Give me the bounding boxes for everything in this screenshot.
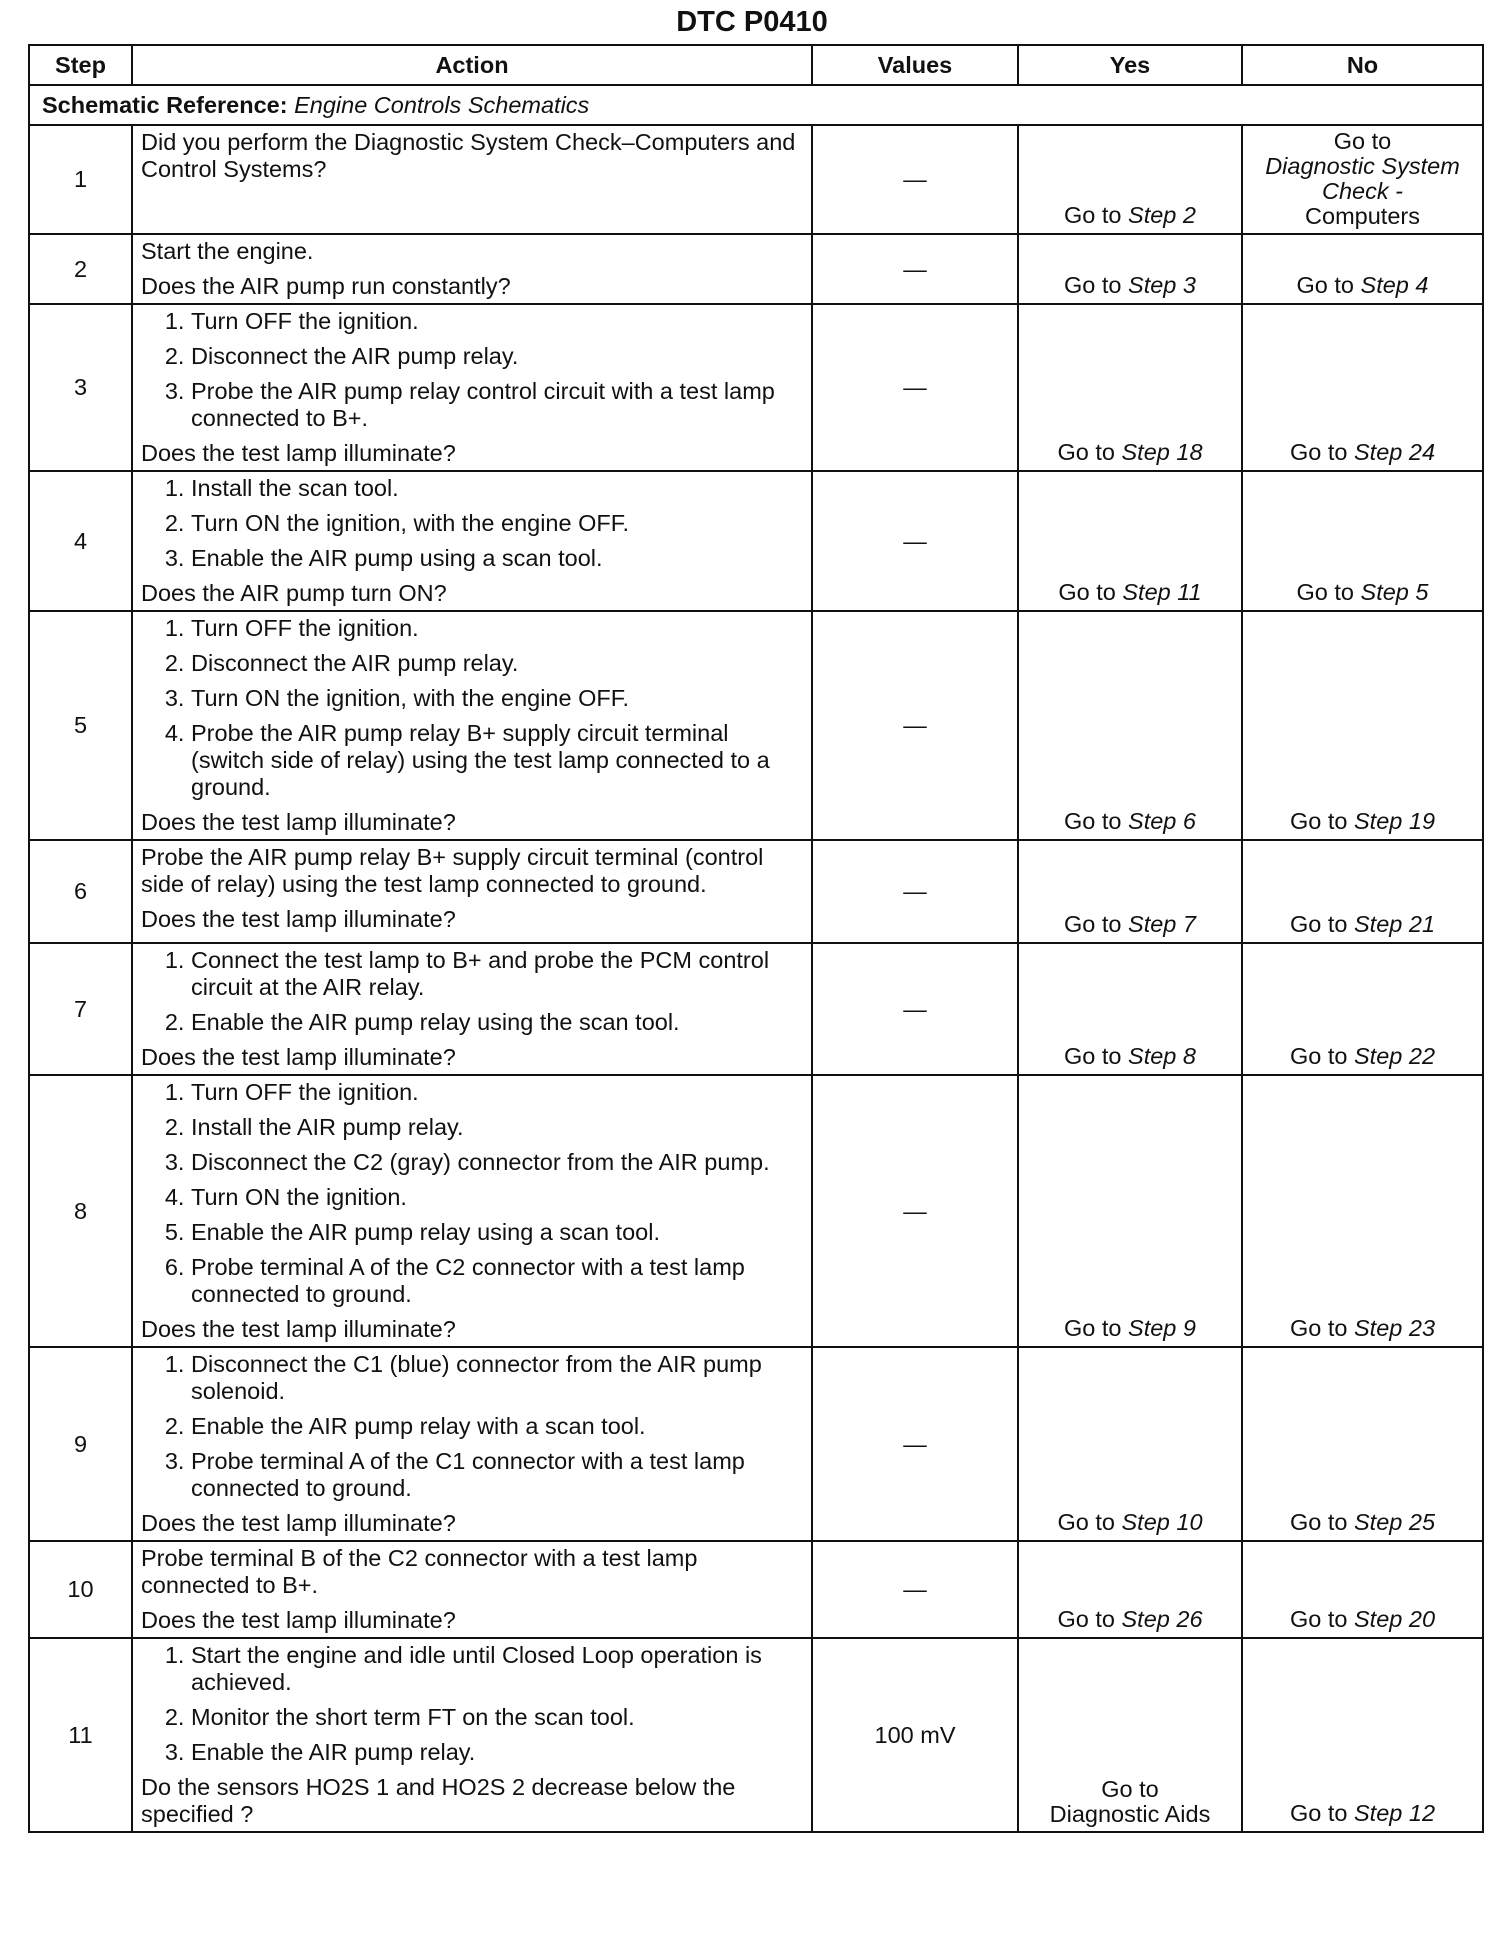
outcome-prefix: Go to [1057,439,1122,465]
table-row [29,1075,1483,1347]
outcome-prefix: Go to [1057,1509,1122,1535]
header-no: No [1242,45,1483,85]
action-step: 1. Turn OFF the ignition. [191,1079,803,1106]
outcome-prefix: Go to [1057,1606,1122,1632]
action-step: 1. Start the engine and idle until Closed Loop operation is achieved. [191,1642,803,1696]
outcome-link[interactable]: Step 9 [1128,1315,1196,1341]
outcome-prefix: Go to [1296,579,1361,605]
action-steps [141,1351,803,1502]
no-outcome[interactable] [1242,125,1483,234]
action-steps [141,1079,803,1308]
schematic-reference [29,85,1483,125]
outcome-link[interactable]: Step 22 [1354,1043,1436,1069]
outcome-suffix: Computers [1305,203,1420,229]
outcome-link[interactable]: Step 4 [1360,272,1429,298]
step-number: 4 [29,471,132,611]
header-row [29,45,1483,85]
header-action: Action [132,45,812,85]
outcome-prefix: Go to [1058,579,1123,605]
action-cell [132,840,812,943]
action-step: 2. Install the AIR pump relay. [191,1114,803,1141]
outcome-prefix: Go to [1064,202,1129,228]
value-cell: — [812,125,1018,234]
yes-outcome[interactable] [1018,1347,1242,1541]
action-step: 3. Probe terminal A of the C1 connector with a test lamp connected to ground. [191,1448,803,1502]
action-step: 1. Turn OFF the ignition. [191,308,803,335]
action-step: 1. Disconnect the C1 (blue) connector from the AIR pump solenoid. [191,1351,803,1405]
yes-outcome[interactable] [1018,611,1242,840]
outcome-prefix: Go to [1064,1315,1129,1341]
table-row [29,125,1483,234]
action-step: 1. Connect the test lamp to B+ and probe the PCM control circuit at the AIR relay. [191,947,803,1001]
action-step: 2. Disconnect the AIR pump relay. [191,343,803,370]
action-step: 4. Probe the AIR pump relay B+ supply circuit terminal (switch side of relay) using the test lamp connected to a ground. [191,720,803,801]
step-number: 1 [29,125,132,234]
action-question: Do the sensors HO2S 1 and HO2S 2 decrease below the specified ? [141,1774,736,1827]
outcome-prefix: Go to [1333,128,1392,154]
action-step: 2. Enable the AIR pump relay with a scan tool. [191,1413,803,1440]
yes-outcome[interactable] [1018,840,1242,943]
action-question: Does the test lamp illuminate? [141,906,456,932]
action-question: Does the test lamp illuminate? [141,1316,456,1342]
no-outcome[interactable] [1242,471,1483,611]
table-row [29,234,1483,304]
table-row [29,304,1483,471]
step-number: 3 [29,304,132,471]
step-number: 5 [29,611,132,840]
step-number: 2 [29,234,132,304]
no-outcome[interactable] [1242,611,1483,840]
action-instruction: Probe terminal B of the C2 connector with a test lamp connected to B+. [141,1545,698,1598]
action-step: 2. Enable the AIR pump relay using the scan tool. [191,1009,803,1036]
action-step: 2. Turn ON the ignition, with the engine OFF. [191,510,803,537]
action-question: Does the test lamp illuminate? [141,440,456,466]
diagnostic-table [28,44,1484,1833]
action-steps [141,1642,803,1766]
value-cell: 100 mV [812,1638,1018,1832]
action-question: Does the AIR pump run constantly? [141,273,511,299]
table-row [29,1347,1483,1541]
action-step: 2. Monitor the short term FT on the scan tool. [191,1704,803,1731]
action-question: Does the test lamp illuminate? [141,1607,456,1633]
outcome-link[interactable]: Step 11 [1122,579,1202,605]
table-row [29,471,1483,611]
action-step: 5. Enable the AIR pump relay using a scan tool. [191,1219,803,1246]
yes-outcome[interactable] [1018,125,1242,234]
action-steps [141,308,803,432]
action-step: 3. Enable the AIR pump using a scan tool. [191,545,803,572]
action-question: Does the AIR pump turn ON? [141,580,447,606]
header-step: Step [29,45,132,85]
outcome-link[interactable]: Step 12 [1354,1800,1436,1826]
yes-outcome[interactable] [1018,304,1242,471]
action-step: 1. Install the scan tool. [191,475,803,502]
action-cell [132,1638,812,1832]
step-number: 7 [29,943,132,1075]
table-row [29,1541,1483,1638]
action-step: 3. Turn ON the ignition, with the engine OFF. [191,685,803,712]
table-row [29,943,1483,1075]
outcome-link[interactable]: Step 24 [1354,439,1436,465]
outcome-prefix: Go to [1064,1043,1129,1069]
header-yes: Yes [1018,45,1242,85]
action-step: 3. Probe the AIR pump relay control circuit with a test lamp connected to B+. [191,378,803,432]
outcome-link[interactable]: Step 5 [1360,579,1429,605]
action-steps [141,947,803,1036]
outcome-link[interactable]: Step 19 [1354,808,1436,834]
outcome-link[interactable]: Step 2 [1128,202,1196,228]
table-row [29,611,1483,840]
value-cell: — [812,304,1018,471]
outcome-link[interactable]: Step 7 [1128,911,1196,937]
outcome-link[interactable]: Diagnostic Aids [1049,1801,1211,1827]
header-values: Values [812,45,1018,85]
yes-outcome[interactable] [1018,943,1242,1075]
action-cell [132,125,812,234]
step-number: 9 [29,1347,132,1541]
no-outcome[interactable] [1242,1347,1483,1541]
action-cell [132,1541,812,1638]
no-outcome[interactable] [1242,304,1483,471]
no-outcome[interactable] [1242,1638,1483,1832]
outcome-prefix: Go to [1289,1509,1354,1535]
value-cell: — [812,471,1018,611]
action-step: 3. Enable the AIR pump relay. [191,1739,803,1766]
outcome-link[interactable]: Step 21 [1354,911,1436,937]
step-number: 11 [29,1638,132,1832]
action-cell [132,943,812,1075]
outcome-link[interactable]: Step 20 [1354,1606,1436,1632]
action-cell [132,611,812,840]
outcome-link[interactable]: Step 18 [1121,439,1203,465]
outcome-prefix: Go to [1064,272,1129,298]
action-step: 6. Probe terminal A of the C2 connector with a test lamp connected to ground. [191,1254,803,1308]
outcome-link[interactable]: Step 3 [1128,272,1196,298]
outcome-link[interactable]: Step 25 [1354,1509,1436,1535]
outcome-prefix: Go to [1289,1606,1354,1632]
yes-outcome[interactable] [1018,234,1242,304]
outcome-prefix: Go to [1296,272,1361,298]
action-instruction: Did you perform the Diagnostic System Check–Computers and Control Systems? [141,129,796,182]
outcome-link[interactable]: Step 23 [1354,1315,1436,1341]
value-cell: — [812,1541,1018,1638]
yes-outcome[interactable] [1018,1541,1242,1638]
value-cell: — [812,234,1018,304]
action-cell [132,1347,812,1541]
action-question: Does the test lamp illuminate? [141,1510,456,1536]
action-instruction: Start the engine. [141,238,314,264]
action-steps [141,615,803,801]
action-cell [132,471,812,611]
outcome-prefix: Go to [1289,911,1354,937]
schematic-label: Schematic Reference: [42,91,288,118]
value-cell: — [812,943,1018,1075]
action-question: Does the test lamp illuminate? [141,809,456,835]
table-row [29,840,1483,943]
no-outcome[interactable] [1242,234,1483,304]
outcome-prefix: Go to [1064,808,1129,834]
step-number: 6 [29,840,132,943]
schematic-reference-row [29,85,1483,125]
action-cell [132,234,812,304]
outcome-link[interactable]: Step 10 [1121,1509,1203,1535]
action-step: 1. Turn OFF the ignition. [191,615,803,642]
no-outcome[interactable] [1242,1075,1483,1347]
action-cell [132,304,812,471]
table-row [29,1638,1483,1832]
yes-outcome[interactable] [1018,1075,1242,1347]
no-outcome[interactable] [1242,943,1483,1075]
step-number: 10 [29,1541,132,1638]
value-cell: — [812,1075,1018,1347]
value-cell: — [812,1347,1018,1541]
outcome-link[interactable]: Step 8 [1128,1043,1196,1069]
yes-outcome[interactable] [1018,1638,1242,1832]
outcome-prefix: Go to [1289,1800,1354,1826]
action-cell [132,1075,812,1347]
action-step: 4. Turn ON the ignition. [191,1184,803,1211]
outcome-prefix: Go to [1289,1043,1354,1069]
yes-outcome[interactable] [1018,471,1242,611]
outcome-prefix: Go to [1101,1776,1159,1802]
no-outcome[interactable] [1242,840,1483,943]
action-step: 3. Disconnect the C2 (gray) connector from the AIR pump. [191,1149,803,1176]
action-question: Does the test lamp illuminate? [141,1044,456,1070]
step-number: 8 [29,1075,132,1347]
outcome-prefix: Go to [1064,911,1129,937]
outcome-link[interactable]: Diagnostic System Check - [1265,153,1460,204]
action-steps [141,475,803,572]
value-cell: — [812,611,1018,840]
action-instruction: Probe the AIR pump relay B+ supply circuit terminal (control side of relay) using the test lamp connected to ground. [141,844,764,897]
schematic-link[interactable]: Engine Controls Schematics [294,91,590,118]
outcome-link[interactable]: Step 26 [1121,1606,1203,1632]
outcome-prefix: Go to [1289,439,1354,465]
outcome-prefix: Go to [1289,808,1354,834]
value-cell: — [812,840,1018,943]
no-outcome[interactable] [1242,1541,1483,1638]
page-title: DTC P0410 [676,6,828,38]
action-step: 2. Disconnect the AIR pump relay. [191,650,803,677]
outcome-link[interactable]: Step 6 [1128,808,1196,834]
outcome-prefix: Go to [1289,1315,1354,1341]
